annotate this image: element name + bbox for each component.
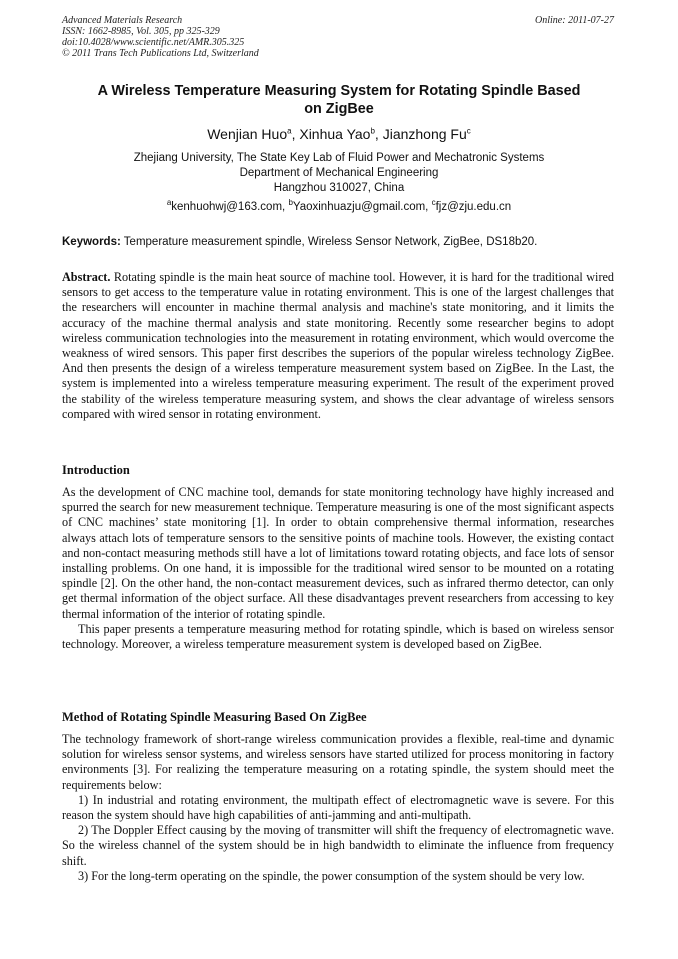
online-date: Online: 2011-07-27 [535,15,614,26]
email-mark: a [166,198,172,208]
affiliation-line-3: Hangzhou 310027, China [273,182,405,194]
author-name: Jianzhong Fu [382,126,467,142]
paper-title [62,82,616,118]
keywords-label: Keywords: [62,236,121,248]
journal-copyright: © 2011 Trans Tech Publications Ltd, Switzerland [62,48,259,59]
keywords-text: Temperature measurement spindle, Wireless Sensor Network, ZigBee, DS18b20. [123,236,538,248]
section-heading-method: Method of Rotating Spindle Measuring Based On ZigBee [62,710,367,724]
email-address: Yaoxinhuazju@gmail.com [292,201,426,213]
requirement-item: 3) For the long-term operating on the spindle, the power consumption of the system should be very low. [78,868,585,883]
journal-header [62,15,259,59]
email-list: $^a$kenhuohwj@163.com, $^b$Yaoxinhuazju@gmail.com, $^c$fjz@zju.edu.cn [166,198,512,213]
introduction-section [62,485,614,652]
title-line-2: on ZigBee [304,101,374,117]
journal-doi: doi:10.4028/www.scientific.net/AMR.305.325 [62,37,245,48]
requirement-item: 1) In industrial and rotating environment, the multipath effect of electromagnetic wave is severe. For this reason the system should have high capabilities of anti-jamming and anti-multipath. [62,792,614,823]
requirement-item: 2) The Doppler Effect causing by the moving of transmitter will shift the frequency of electromagnetic wave. So the wireless channel of the system should be in high bandwidth to eliminate the influence from frequency shift. [62,823,614,868]
paragraph: As the development of CNC machine tool, demands for state monitoring technology have highly increased and spurred the search for new measurement technique. Temperature measuring is one of the most significant aspects of CNC machines’ state monitoring [1]. In order to obtain comprehensive thermal information, researches always attach lots of temperature sensors to the sensitive points of machine tools. However, the existing contact and non-contact measuring methods still have a lot of limitations toward rotating objects, and face lots of sensor installing problems. On one hand, it is impossible for the traditional wired sensor to be mounted on a rotating spindle [2]. On the other hand, the non-contact measurement devices, such as infrared thermo detector, can only get thermal information of the object surface. All these disadvantages prevent researchers from accessing to key thermal information of the interior of rotating spindle. [62,485,614,621]
affiliation-line-2: Department of Mechanical Engineering [239,167,439,179]
affiliation-line-1: Zhejiang University, The State Key Lab of Fluid Power and Mechatronic Systems [133,152,545,164]
email-mark: c [431,198,436,208]
abstract-label: Abstract. [62,270,111,284]
paragraph: This paper presents a temperature measuring method for rotating spindle, which is based on wireless sensor technology. Moreover, a wireless temperature measurement system is developed based on ZigBee. [62,621,614,652]
paragraph: The technology framework of short-range wireless communication provides a flexible, real-time and dynamic solution for wireless sensor systems, and wireless sensors have started utilized for process monitoring in factory environments [3]. For realizing the temperature measuring on a rotating spindle, the system should meet the requirements below: [62,732,614,792]
email-address: fjz@zju.edu.cn [435,201,512,213]
author-mark: a [287,126,292,136]
author-mark: c [466,126,471,136]
journal-issn: ISSN: 1662-8985, Vol. 305, pp 325-329 [62,26,220,37]
method-section [62,732,614,884]
author-name: Wenjian Huo [207,126,288,142]
affiliation [62,151,616,196]
email-address: kenhuohwj@163.com [171,201,283,213]
title-line-1: A Wireless Temperature Measuring System for Rotating Spindle Based [97,83,581,99]
email-mark: b [288,198,293,208]
journal-name: Advanced Materials Research [62,15,183,26]
abstract [62,270,614,422]
author-name: Xinhua Yao [299,126,371,142]
abstract-text: Rotating spindle is the main heat source of machine tool. However, it is hard for the traditional wired sensors to get access to the temperature value in rotating environment. This is one of the largest challenges that the researchers will encounter in machine thermal analysis and machine's state monitoring, and it limits the accuracy of the machine thermal analysis and state monitoring. Recently some researcher begins to adopt wireless communication technologies into the measurement in rotating environment, which would overcome the weakness of wired sensors. This paper first describes the superiors of the popular wireless technology ZigBee. And then presents the design of a wireless temperature measurement system based on ZigBee. In the Last, the system is implemented into a wireless temperature measuring experiment. The result of the experiment proved the stability of the wireless temperature measuring system, and shows the clear advantage of wireless sensors compared with wired sensor in rotating environment. [62,270,615,421]
author-list: Wenjian Huo$^a$, Xinhua Yao$^b$, Jianzhong Fu$^c$ [207,126,471,142]
section-heading-introduction: Introduction [62,463,130,477]
keywords [62,235,616,250]
author-mark: b [370,126,375,136]
